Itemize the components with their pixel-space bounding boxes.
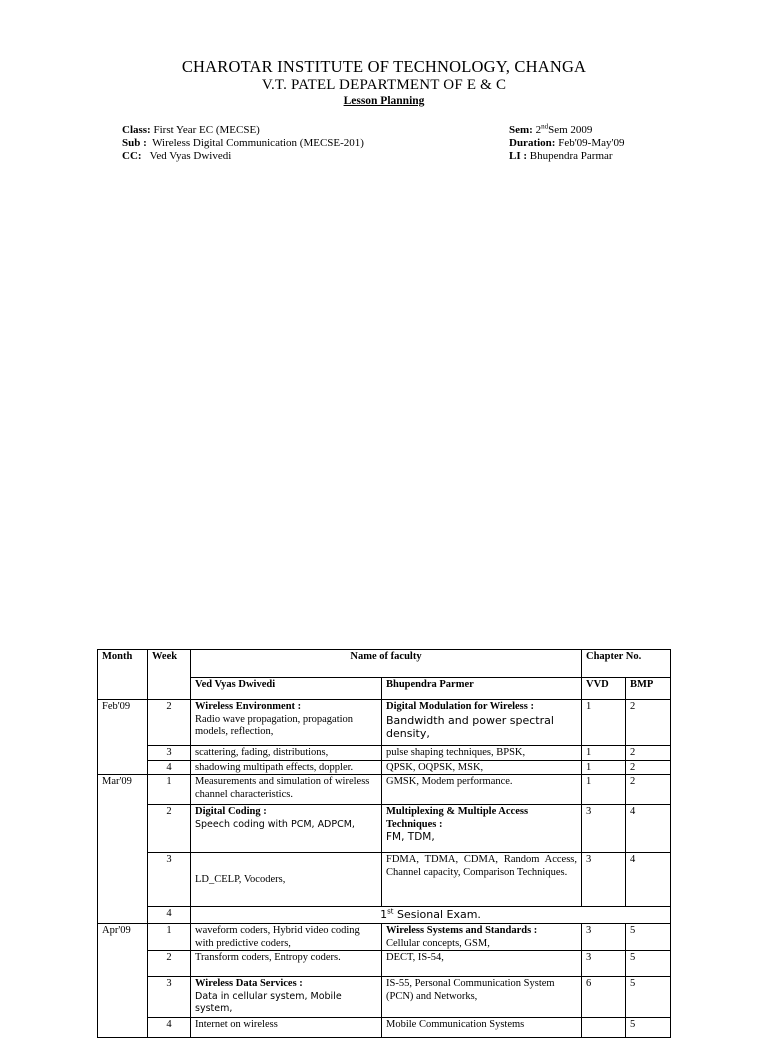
topic-title: Multiplexing & Multiple Access Techniques : (386, 806, 529, 830)
topic-text: Cellular concepts, GSM, (386, 937, 490, 949)
class-line (122, 124, 364, 137)
bmp-topic-cell: GMSK, Modem performance. (382, 775, 582, 805)
vvd-chapter-cell: 6 (582, 977, 626, 1018)
week-cell: 3 (148, 746, 191, 761)
vvd-chapter-cell: 1 (582, 746, 626, 761)
topic-text: FM, TDM, (386, 831, 435, 843)
table-header-row (98, 650, 671, 678)
table-row (98, 924, 671, 951)
week-cell: 2 (148, 951, 191, 977)
sem-label: Sem: (509, 124, 533, 136)
vvd-chapter-cell: 1 (582, 700, 626, 746)
sem-value-suffix: nd (541, 122, 549, 131)
topic-title: Digital Coding : (195, 806, 267, 817)
week-cell: 1 (148, 924, 191, 951)
vvd-topic-cell (191, 805, 382, 853)
bmp-chapter-cell: 2 (626, 700, 671, 746)
vvd-topic-cell (191, 700, 382, 746)
week-cell: 2 (148, 700, 191, 746)
vvd-chapter-cell: 3 (582, 951, 626, 977)
month-header: Month (98, 650, 148, 700)
cc-line (122, 150, 364, 163)
vvd-topic-cell: Internet on wireless (191, 1018, 382, 1038)
bmp-chapter-cell: 5 (626, 1018, 671, 1038)
lesson-plan-table (97, 649, 671, 1038)
li-value: Bhupendra Parmar (527, 150, 613, 162)
vvd-topic-cell: Transform coders, Entropy coders. (191, 951, 382, 977)
bmp-topic-cell: IS-55, Personal Communication System (PCN) and Networks, (382, 977, 582, 1018)
topic-text: Radio wave propagation, propagation models, reflection, (195, 713, 354, 737)
vvd-chapter-cell (582, 1018, 626, 1038)
topic-title: Wireless Environment : (195, 701, 302, 712)
bmp-topic-cell (382, 805, 582, 853)
topic-title: Wireless Systems and Standards : (386, 925, 538, 936)
table-row (98, 775, 671, 805)
vvd-chapter-cell: 3 (582, 853, 626, 907)
month-cell: Apr'09 (98, 924, 148, 1038)
faculty1-header: Ved Vyas Dwivedi (191, 678, 382, 700)
table-row (98, 977, 671, 1018)
table-row (98, 951, 671, 977)
topic-text: Speech coding with PCM, ADPCM, (195, 818, 355, 830)
exam-number: 1 (380, 908, 388, 921)
bmp-topic-cell: FDMA, TDMA, CDMA, Random Access, Channel capacity, Comparison Techniques. (382, 853, 582, 907)
institute-name: CHAROTAR INSTITUTE OF TECHNOLOGY, CHANGA (181, 57, 587, 76)
exam-row (98, 907, 671, 924)
bmp-chapter-cell: 2 (626, 746, 671, 761)
vvd-chapter-cell: 3 (582, 805, 626, 853)
bmp-chapter-cell: 5 (626, 924, 671, 951)
week-cell: 3 (148, 853, 191, 907)
table-row (98, 746, 671, 761)
class-label: Class: (122, 124, 151, 136)
duration-label: Duration: (509, 137, 556, 149)
department-name: V.T. PATEL DEPARTMENT OF E & C (261, 77, 507, 93)
vvd-chapter-cell: 1 (582, 775, 626, 805)
vvd-header: VVD (582, 678, 626, 700)
bmp-topic-cell (382, 700, 582, 746)
week-cell: 4 (148, 907, 191, 924)
month-cell: Feb'09 (98, 700, 148, 775)
topic-title: Digital Modulation for Wireless : (386, 701, 534, 712)
week-cell: 1 (148, 775, 191, 805)
subject-label: Sub : (122, 137, 147, 149)
vvd-topic-cell: shadowing multipath effects, doppler. (191, 760, 382, 775)
vvd-topic-cell: waveform coders, Hybrid video coding with predictive coders, (191, 924, 382, 951)
vvd-topic-cell: Measurements and simulation of wireless channel characteristics. (191, 775, 382, 805)
cc-value: Ved Vyas Dwivedi (141, 150, 232, 162)
course-meta-right (509, 124, 625, 163)
month-cell: Mar'09 (98, 775, 148, 924)
bmp-chapter-cell: 4 (626, 805, 671, 853)
sem-value-number: 2 (532, 124, 542, 136)
table-row (98, 853, 671, 907)
week-cell: 4 (148, 1018, 191, 1038)
bmp-topic-cell: Mobile Communication Systems (382, 1018, 582, 1038)
subject-line (122, 137, 364, 150)
table-row (98, 1018, 671, 1038)
li-label: LI : (509, 150, 528, 162)
cc-label: CC: (122, 150, 142, 162)
li-line (509, 150, 625, 163)
bmp-topic-cell: pulse shaping techniques, BPSK, (382, 746, 582, 761)
bmp-chapter-cell: 5 (626, 951, 671, 977)
bmp-topic-cell (382, 924, 582, 951)
bmp-chapter-cell: 5 (626, 977, 671, 1018)
week-header: Week (148, 650, 191, 700)
week-cell: 2 (148, 805, 191, 853)
vvd-chapter-cell: 1 (582, 760, 626, 775)
vvd-chapter-cell: 3 (582, 924, 626, 951)
vvd-topic-cell (191, 977, 382, 1018)
table-row (98, 700, 671, 746)
bmp-chapter-cell: 2 (626, 760, 671, 775)
sem-value-text: Sem 2009 (548, 124, 593, 136)
subject-value: Wireless Digital Communication (MECSE-201) (146, 137, 364, 149)
exam-cell (191, 907, 671, 924)
topic-text: Bandwidth and power spectral density, (386, 713, 554, 740)
exam-text: Sesional Exam. (393, 908, 481, 921)
bmp-header: BMP (626, 678, 671, 700)
vvd-topic-cell: LD_CELP, Vocoders, (191, 853, 382, 907)
bmp-topic-cell: QPSK, OQPSK, MSK, (382, 760, 582, 775)
week-cell: 4 (148, 760, 191, 775)
sem-line (509, 124, 625, 137)
week-cell: 3 (148, 977, 191, 1018)
bmp-chapter-cell: 4 (626, 853, 671, 907)
topic-title: Wireless Data Services : (195, 978, 303, 989)
faculty-header: Name of faculty (191, 650, 582, 678)
faculty2-header: Bhupendra Parmer (382, 678, 582, 700)
table-row (98, 805, 671, 853)
class-value: First Year EC (MECSE) (150, 124, 260, 136)
topic-text: Data in cellular system, Mobile system, (195, 990, 342, 1014)
bmp-chapter-cell: 2 (626, 775, 671, 805)
document-title: Lesson Planning (343, 95, 425, 107)
chapter-header: Chapter No. (582, 650, 671, 678)
table-row (98, 760, 671, 775)
exam-suffix: st (387, 907, 394, 916)
bmp-topic-cell: DECT, IS-54, (382, 951, 582, 977)
duration-value: Feb'09-May'09 (555, 137, 625, 149)
course-meta-left (122, 124, 364, 163)
vvd-topic-cell: scattering, fading, distributions, (191, 746, 382, 761)
duration-line (509, 137, 625, 150)
